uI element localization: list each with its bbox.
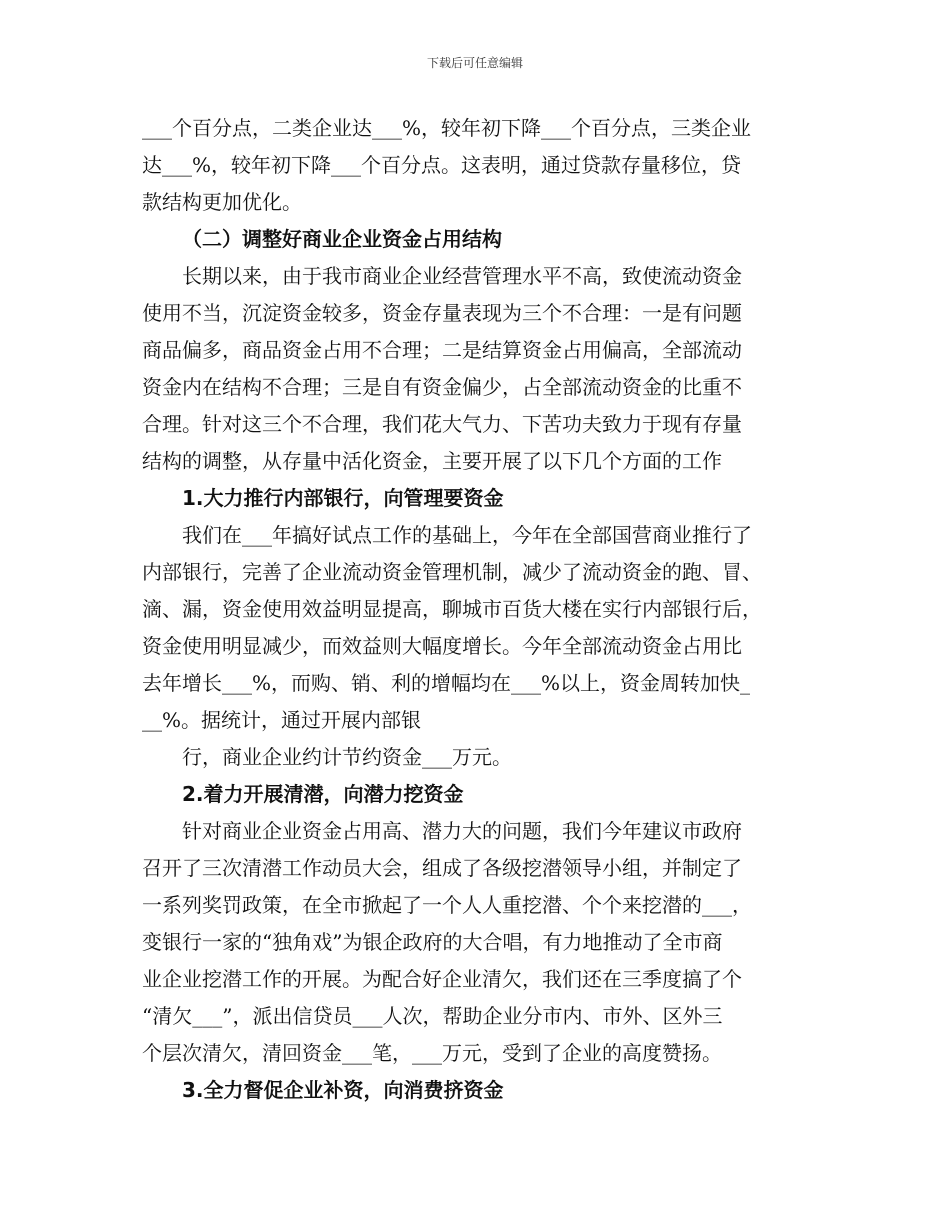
body-line: “清欠___”，派出信贷员___人次，帮助企业分市内、市外、区外三 (142, 1004, 723, 1028)
body-line: 个层次清欠，清回资金___笔，___万元，受到了企业的高度赞扬。 (142, 1041, 722, 1065)
section-heading: （二）调整好商业企业资金占用结构 (182, 227, 502, 251)
subsection-heading: 2.着力开展清潜，向潜力挖资金 (182, 782, 464, 806)
body-line: 召开了三次清潜工作动员大会，组成了各级挖潜领导小组，并制定了 (142, 856, 742, 880)
body-line: 去年增长___%，而购、销、利的增幅均在___%以上，资金周转加快_ (142, 671, 751, 695)
body-line: 内部银行，完善了企业流动资金管理机制，减少了流动资金的跑、冒、 (142, 560, 762, 584)
body-line: __%。据统计，通过开展内部银 (142, 708, 422, 732)
page-header: 下载后可任意编辑 (426, 56, 523, 70)
body-line: 达___%，较年初下降___个百分点。这表明，通过贷款存量移位，贷 (142, 153, 742, 177)
body-line: 变银行一家的“独角戏”为银企政府的大合唱，有力地推动了全市商 (142, 930, 723, 954)
paragraph-first-line: 我们在___年搞好试点工作的基础上，今年在全部国营商业推行了 (182, 523, 752, 547)
body-line: 行，商业企业约计节约资金___万元。 (182, 745, 512, 769)
body-line: 资金内在结构不合理；三是自有资金偏少，占全部流动资金的比重不 (142, 375, 742, 399)
subsection-heading: 1.大力推行内部银行，向管理要资金 (182, 486, 504, 510)
body-line: 结构的调整，从存量中活化资金，主要开展了以下几个方面的工作 (142, 449, 722, 473)
body-line: 业企业挖潜工作的开展。为配合好企业清欠，我们还在三季度搞了个 (142, 967, 742, 991)
body-line: 滴、漏，资金使用效益明显提高，聊城市百货大楼在实行内部银行后， (142, 597, 762, 621)
body-line: 资金使用明显减少，而效益则大幅度增长。今年全部流动资金占用比 (142, 634, 742, 658)
paragraph-first-line: 长期以来，由于我市商业企业经营管理水平不高，致使流动资金 (182, 264, 742, 288)
body-line: ___个百分点，二类企业达___%，较年初下降___个百分点，三类企业 (142, 116, 752, 140)
paragraph-first-line: 针对商业企业资金占用高、潜力大的问题，我们今年建议市政府 (182, 819, 742, 843)
body-line: 合理。针对这三个不合理，我们花大气力、下苦功夫致力于现有存量 (142, 412, 742, 436)
body-line: 一系列奖罚政策，在全市掀起了一个人人重挖潜、个个来挖潜的___， (142, 893, 752, 917)
document-body (142, 110, 822, 1109)
body-line: 使用不当，沉淀资金较多，资金存量表现为三个不合理：一是有问题 (142, 301, 742, 325)
body-line: 款结构更加优化。 (142, 190, 302, 214)
subsection-heading: 3.全力督促企业补资，向消费挤资金 (182, 1078, 504, 1102)
body-line: 商品偏多，商品资金占用不合理；二是结算资金占用偏高，全部流动 (142, 338, 742, 362)
